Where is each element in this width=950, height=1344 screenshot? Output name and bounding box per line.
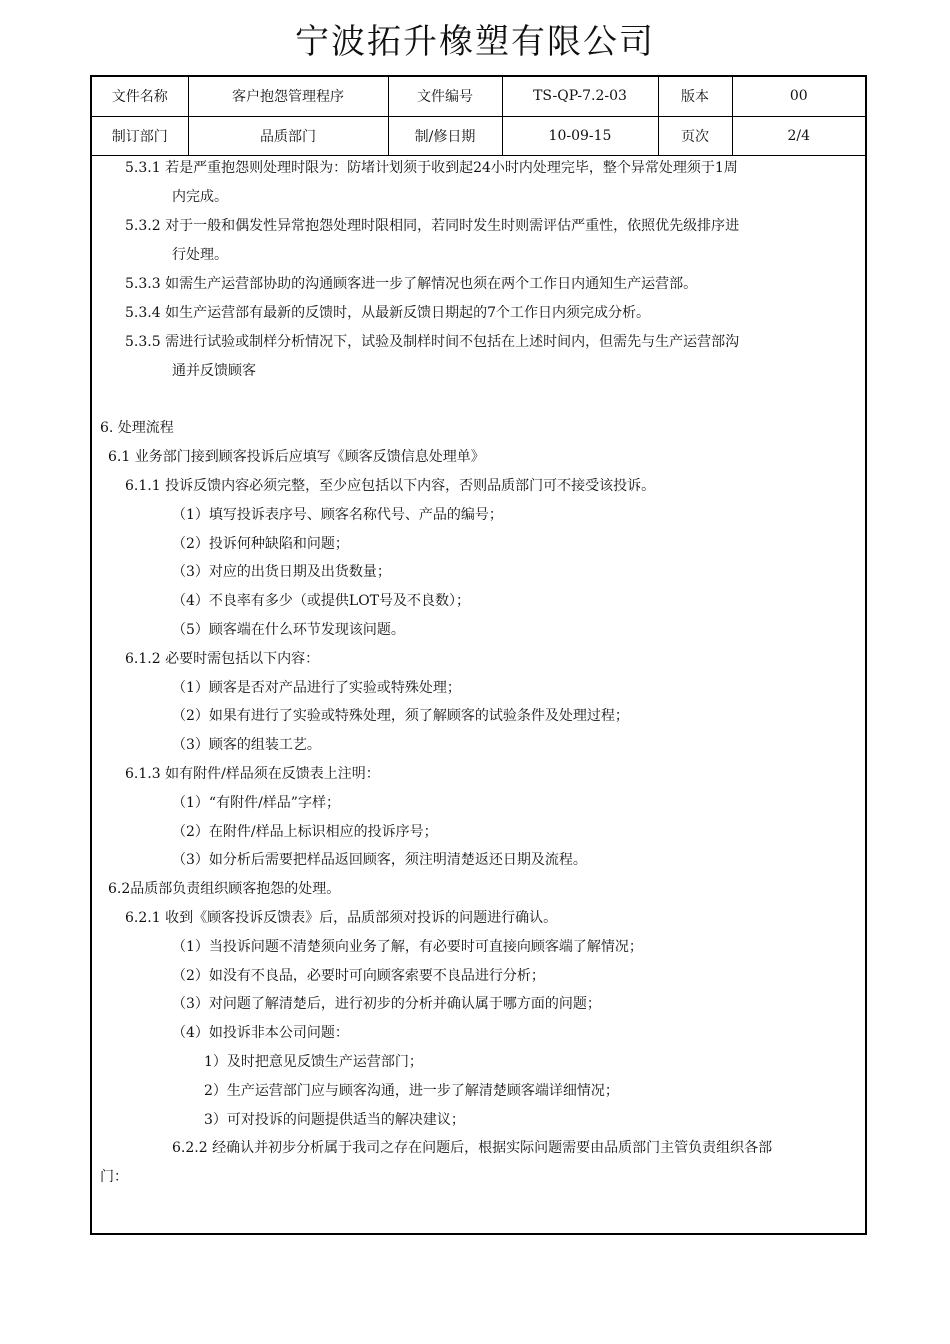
file-name-value: 客户抱怨管理程序 xyxy=(188,77,388,116)
section-heading: 6. 处理流程 xyxy=(100,420,174,436)
revision-date-label: 制/修日期 xyxy=(388,116,502,155)
text-line: 门： xyxy=(100,1169,128,1185)
text-line: 6.1.3 如有附件/样品须在反馈表上注明： xyxy=(125,766,380,782)
text-line: 3）可对投诉的问题提供适当的解决建议； xyxy=(204,1112,465,1128)
version-label: 版本 xyxy=(658,77,732,116)
text-line: 5.3.3 如需生产运营部协助的沟通顾客进一步了解情况也须在两个工作日内通知生产运营部。 xyxy=(125,276,698,292)
file-number-value: TS-QP-7.2-03 xyxy=(502,77,658,116)
text-line: （2）在附件/样品上标识相应的投诉序号； xyxy=(172,824,438,840)
text-line: 6.2.1 收到《顾客投诉反馈表》后，品质部须对投诉的问题进行确认。 xyxy=(125,910,558,926)
revision-date-value: 10-09-15 xyxy=(502,116,658,155)
text-line: 6.2品质部负责组织顾客抱怨的处理。 xyxy=(108,881,341,897)
text-line: （1）当投诉问题不清楚须向业务了解，有必要时可直接向顾客端了解情况； xyxy=(172,939,643,955)
text-line: 6.1 业务部门接到顾客投诉后应填写《顾客反馈信息处理单》 xyxy=(108,449,485,465)
company-title: 宁波拓升橡塑有限公司 xyxy=(295,22,655,62)
header-row-2 xyxy=(92,116,865,155)
page-value: 2/4 xyxy=(732,116,865,155)
text-line: （1）“有附件/样品”字样； xyxy=(172,795,340,811)
text-line: （3）对应的出货日期及出货数量； xyxy=(172,564,391,580)
document-frame xyxy=(90,75,867,1235)
text-line: （1）填写投诉表序号、顾客名称代号、产品的编号； xyxy=(172,507,503,523)
text-line: 通并反馈顾客 xyxy=(172,363,256,379)
text-line: 6.1.2 必要时需包括以下内容： xyxy=(125,651,320,667)
text-line: 1）及时把意见反馈生产运营部门； xyxy=(204,1054,423,1070)
department-label: 制订部门 xyxy=(92,116,188,155)
text-line: 5.3.4 如生产运营部有最新的反馈时，从最新反馈日期起的7个工作日内须完成分析。 xyxy=(125,305,650,321)
text-line: 5.3.1 若是严重抱怨则处理时限为：防堵计划须于收到起24小时内处理完毕，整个异常处理须于1周 xyxy=(125,160,738,176)
text-line: 2）生产运营部门应与顾客沟通，进一步了解清楚顾客端详细情况； xyxy=(204,1083,619,1099)
text-line: （4）如投诉非本公司问题： xyxy=(172,1025,349,1041)
text-line: （2）如没有不良品，必要时可向顾客索要不良品进行分析； xyxy=(172,968,545,984)
text-line: 6.2.2 经确认并初步分析属于我司之存在问题后，根据实际问题需要由品质部门主管负责组织各部 xyxy=(172,1140,773,1156)
department-value: 品质部门 xyxy=(188,116,388,155)
text-line: 6.1.1 投诉反馈内容必须完整，至少应包括以下内容，否则品质部门可不接受该投诉。 xyxy=(125,478,656,494)
text-line: （3）对问题了解清楚后，进行初步的分析并确认属于哪方面的问题； xyxy=(172,996,601,1012)
document-header-table xyxy=(92,77,865,156)
text-line: （2）如果有进行了实验或特殊处理，须了解顾客的试验条件及处理过程； xyxy=(172,708,629,724)
text-line: （3）顾客的组装工艺。 xyxy=(172,737,321,753)
version-value: 00 xyxy=(732,77,865,116)
text-line: 5.3.5 需进行试验或制样分析情况下，试验及制样时间不包括在上述时间内，但需先与生产运营部沟 xyxy=(125,334,740,350)
page-label: 页次 xyxy=(658,116,732,155)
text-line: 5.3.2 对于一般和偶发性异常抱怨处理时限相同，若同时发生时则需评估严重性，依照优先级排序进 xyxy=(125,218,740,234)
text-line: （4）不良率有多少（或提供LOT号及不良数）； xyxy=(172,593,471,609)
text-line: （5）顾客端在什么环节发现该问题。 xyxy=(172,622,405,638)
document-body xyxy=(92,155,865,1185)
text-line: （1）顾客是否对产品进行了实验或特殊处理； xyxy=(172,680,461,696)
file-name-label: 文件名称 xyxy=(92,77,188,116)
text-line: 内完成。 xyxy=(172,189,228,205)
file-number-label: 文件编号 xyxy=(388,77,502,116)
header-row-1 xyxy=(92,77,865,116)
text-line: （2）投诉何种缺陷和问题； xyxy=(172,536,349,552)
text-line: （3）如分析后需要把样品返回顾客，须注明清楚返还日期及流程。 xyxy=(172,852,587,868)
text-line: 行处理。 xyxy=(172,247,228,263)
